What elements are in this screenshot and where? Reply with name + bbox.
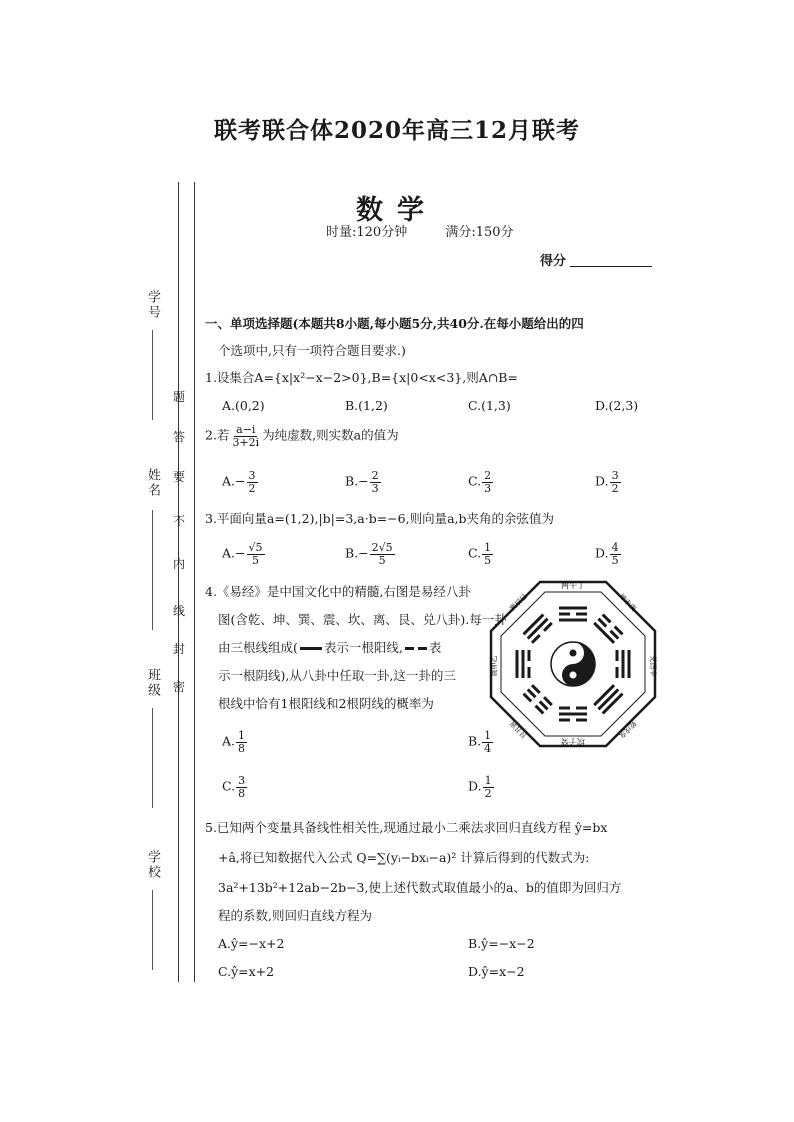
svg-text:兑酉辛: 兑酉辛 — [649, 655, 657, 677]
q4-option-a[interactable]: A. $\frac{1}{8}$ — [222, 729, 246, 755]
name-blank[interactable] — [152, 510, 153, 630]
svg-text:巽辰巳: 巽辰巳 — [508, 592, 529, 613]
q5-option-b[interactable]: B.ŷ=−x−2 — [468, 936, 535, 951]
question-4-line-1: 4.《易经》是中国文化中的精髓,右图是易经八卦 — [205, 584, 471, 599]
q4-option-c[interactable]: C. $\frac{3}{8}$ — [222, 774, 246, 800]
q4-option-d[interactable]: D. $\frac{1}{2}$ — [468, 774, 492, 800]
question-4-line-5: 根线中恰有1根阳线和2根阴线的概率为 — [218, 696, 434, 711]
q2-option-c[interactable]: C. $\frac{2}{3}$ — [468, 469, 492, 495]
q5-option-d[interactable]: D.ŷ=x−2 — [468, 964, 525, 979]
svg-text:坎子癸: 坎子癸 — [561, 737, 585, 746]
exam-info — [326, 221, 514, 240]
question-5-line-2: +â,将已知数据代入公式 Q=∑(yᵢ−bxᵢ−a)² 计算后得到的代数式为: — [218, 850, 590, 865]
seal-char: 题 — [173, 390, 186, 404]
question-4-line-3: 由三根线组成( 表示一根阳线, 表 — [218, 640, 442, 655]
subject-title: 数学 — [356, 195, 438, 226]
q2-option-a[interactable]: A.− $\frac{3}{2}$ — [222, 469, 256, 495]
question-3-stem: 3.平面向量a=(1,2),|b|=3,a·b=−6,则向量a,b夹角的余弦值为 — [205, 511, 555, 526]
q3-option-a[interactable]: A.− $\frac{√5}{5}$ — [222, 541, 263, 567]
seal-char: 不 — [173, 514, 186, 528]
svg-text:坤未庚: 坤未庚 — [617, 592, 638, 613]
q5-option-c[interactable]: C.ŷ=x+2 — [218, 964, 275, 979]
question-4-line-4: 示一根阴线),从八卦中任取一卦,这一卦的三 — [218, 668, 456, 683]
section-title-cont: 个选项中,只有一项符合题目要求.) — [218, 343, 406, 358]
q1-option-a[interactable]: A.(0,2) — [222, 398, 265, 413]
question-4-line-2: 图(含乾、坤、巽、震、坎、离、艮、兑八卦).每一卦 — [218, 612, 507, 627]
margin-line-outer — [178, 182, 179, 982]
class-blank[interactable] — [152, 708, 153, 808]
full-score: 满分:150分 — [445, 225, 514, 240]
seal-char: 答 — [173, 430, 186, 444]
q3-option-d[interactable]: D. $\frac{4}{5}$ — [595, 541, 619, 567]
score-field — [540, 250, 652, 269]
svg-text:两午丁: 两午丁 — [561, 581, 585, 590]
question-1-stem: 1.设集合A={x|x²−x−2>0},B={x|0<x<3},则A∩B= — [205, 370, 518, 385]
seal-char: 要 — [173, 470, 186, 484]
q2-option-d[interactable]: D. $\frac{3}{2}$ — [595, 469, 619, 495]
seal-char: 密 — [173, 680, 186, 694]
exam-header-title: 联考联合体2020年高三12月联考 — [213, 117, 581, 144]
q4-option-b[interactable]: B. $\frac{1}{4}$ — [468, 729, 492, 755]
section-title: 一、单项选择题(本题共8小题,每小题5分,共40分.在每小题给出的四 — [205, 316, 584, 331]
q1-option-c[interactable]: C.(1,3) — [468, 398, 511, 413]
q5-option-a[interactable]: A.ŷ=−x+2 — [218, 936, 285, 951]
field-name: 姓名 — [145, 468, 160, 498]
score-label: 得分 — [540, 254, 567, 269]
svg-text:艮丑寅: 艮丑寅 — [508, 719, 529, 740]
question-2-stem: 2.若 $\frac{a-i}{3+2i}$ 为纯虚数,则实数a的值为 — [205, 423, 399, 449]
seal-char: 内 — [173, 557, 186, 571]
yin-line-icon — [405, 647, 427, 650]
q3-option-c[interactable]: C. $\frac{1}{5}$ — [468, 541, 492, 567]
question-5-line-1: 5.已知两个变量具备线性相关性,现通过最小二乘法求回归直线方程 ŷ=bx — [205, 820, 608, 835]
student-id-blank[interactable] — [152, 330, 153, 420]
q1-option-b[interactable]: B.(1,2) — [345, 398, 388, 413]
time-limit: 时量:120分钟 — [326, 225, 408, 240]
q3-option-b[interactable]: B.− $\frac{2√5}{5}$ — [345, 541, 393, 567]
q2-fraction: $\frac{a-i}{3+2i}$ — [232, 423, 260, 449]
question-5-line-3: 3a²+13b²+12ab−2b−3,使上述代数式取值最小的a、b的值即为回归方 — [218, 880, 622, 895]
score-blank[interactable] — [570, 266, 652, 267]
field-student-id: 学号 — [145, 290, 160, 320]
seal-char: 线 — [173, 604, 186, 618]
margin-line-inner — [194, 182, 195, 982]
yang-line-icon — [300, 647, 322, 650]
svg-text:震卯乙: 震卯乙 — [490, 655, 498, 677]
seal-char: 封 — [173, 642, 186, 656]
q2-option-b[interactable]: B.− $\frac{2}{3}$ — [345, 469, 379, 495]
question-5-line-4: 程的系数,则回归直线方程为 — [218, 908, 372, 923]
bagua-diagram — [483, 574, 663, 754]
svg-text:乾戌亥: 乾戌亥 — [617, 719, 638, 740]
field-class: 班级 — [145, 668, 160, 698]
q1-option-d[interactable]: D.(2,3) — [595, 398, 639, 413]
field-school: 学校 — [145, 850, 160, 880]
school-blank[interactable] — [152, 890, 153, 970]
